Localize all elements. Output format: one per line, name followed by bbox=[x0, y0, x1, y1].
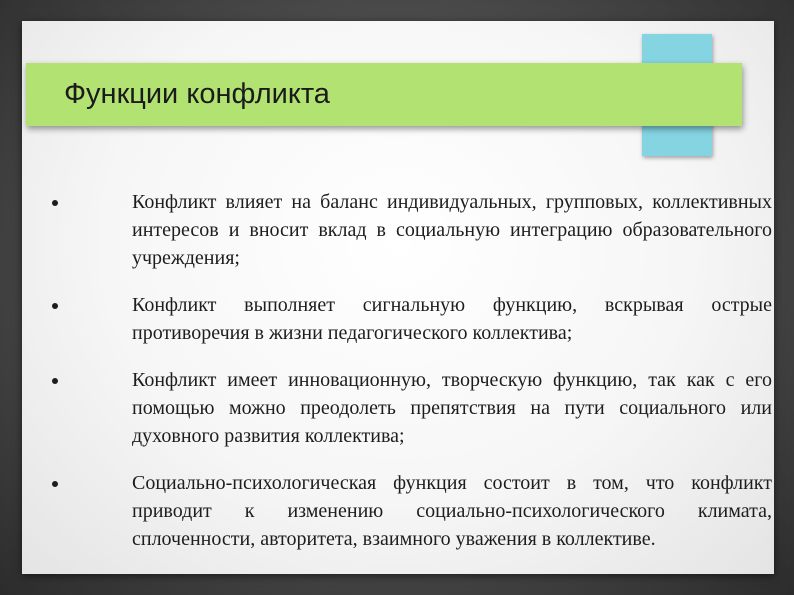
bullet-item bbox=[52, 291, 774, 347]
bullet-text: Конфликт имеет инновационную, творческую функцию, так как с его помощью можно преодолеть препятствия на пути социального или духовного развития коллектива; bbox=[132, 369, 772, 447]
bullet-dot-icon bbox=[52, 481, 58, 487]
slide bbox=[22, 21, 774, 574]
bullet-dot-icon bbox=[52, 378, 58, 384]
bullet-list bbox=[52, 188, 774, 572]
bullet-dot-icon bbox=[52, 200, 58, 206]
bullet-item bbox=[52, 469, 774, 553]
bullet-text: Конфликт влияет на баланс индивидуальных, групповых, коллективных интересов и вносит вклад в социальную интеграцию образовательного учреждения; bbox=[132, 191, 772, 269]
bullet-item bbox=[52, 366, 774, 450]
bullet-text: Социально-психологическая функция состоит в том, что конфликт приводит к изменению социально-психологического климата, сплоченности, авторитета, взаимного уважения в коллективе. bbox=[132, 472, 772, 550]
bullet-text: Конфликт выполняет сигнальную функцию, вскрывая острые противоречия в жизни педагогического коллектива; bbox=[132, 294, 772, 344]
title-band bbox=[26, 63, 742, 126]
bullet-item bbox=[52, 188, 774, 272]
bullet-dot-icon bbox=[52, 303, 58, 309]
slide-title: Функции конфликта bbox=[64, 78, 330, 110]
